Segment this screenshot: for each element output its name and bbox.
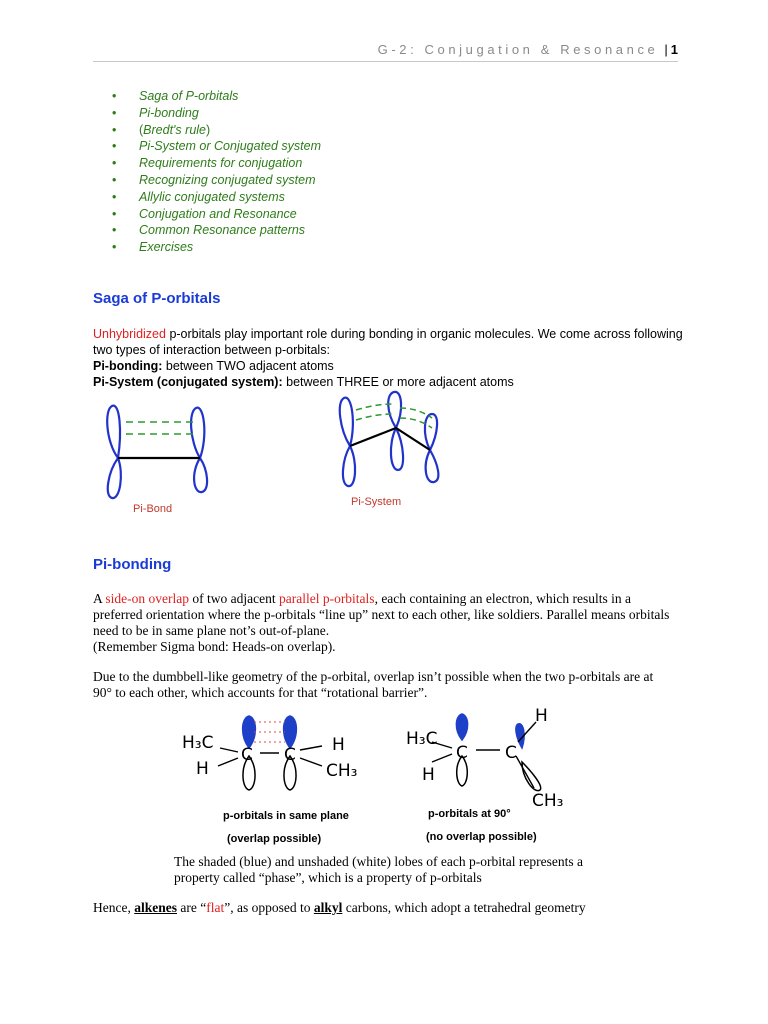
atom-label: C <box>241 745 253 765</box>
list-item: • Saga of P-orbitals <box>112 89 239 103</box>
atom-label: H <box>332 735 345 755</box>
topic-list <box>112 88 321 256</box>
atom-label: H <box>196 759 209 779</box>
header-rule <box>93 61 678 62</box>
alkenes-paragraph: Hence, alkenes are “flat”, as opposed to alkyl carbons, which adopt a tetrahedral geometry <box>93 900 586 915</box>
bullet-icon: • <box>112 189 117 204</box>
bullet-icon: • <box>112 122 117 137</box>
list-item: • Pi-bonding <box>112 105 199 120</box>
atom-label: H₃C <box>406 729 438 749</box>
atom-label: C <box>456 743 468 763</box>
list-item: • Requirements for conjugation <box>112 156 303 171</box>
intro-paragraph: Unhybridized p-orbitals play important role during bonding in organic molecules. We come across following two types of interaction between p-orbitals: <box>93 327 683 357</box>
list-item: • Allylic conjugated systems <box>112 189 285 204</box>
bullet-icon: • <box>112 206 117 221</box>
same-plane-orbitals-diagram <box>178 708 368 816</box>
atom-label: C <box>284 745 296 765</box>
same-plane-caption: p-orbitals in same plane <box>223 810 349 822</box>
perpendicular-orbitals-diagram <box>404 704 584 816</box>
list-item: • Exercises <box>112 240 194 255</box>
header-separator: | <box>664 42 668 57</box>
no-overlap-caption: (no overlap possible) <box>426 831 537 843</box>
list-item: • (Bredt's rule) <box>112 122 211 137</box>
overlap-possible-caption: (overlap possible) <box>227 833 322 845</box>
pi-bonding-paragraph: A side-on overlap of two adjacent parallel p-orbitals, each containing an electron, which results in a preferred orientation where the p-orbitals “line up” next to each other, like soldiers. Parallel means orbitals need to be in same plane not’s out-of-plane. <box>93 591 670 638</box>
page-header <box>93 42 678 57</box>
bullet-icon: • <box>112 172 117 187</box>
sigma-bond-note: (Remember Sigma bond: Heads-on overlap). <box>93 639 336 654</box>
list-item: • Common Resonance patterns <box>112 223 306 238</box>
atom-label: H <box>535 706 548 726</box>
atom-label: H₃C <box>182 733 214 753</box>
pi-system-definition: Pi-System (conjugated system): between THREE or more adjacent atoms <box>93 375 514 389</box>
pi-system-diagram <box>332 388 442 494</box>
bullet-icon: • <box>112 156 117 171</box>
page-number: 1 <box>670 42 678 57</box>
atom-label: C <box>505 743 517 763</box>
section-heading-p-orbitals: Saga of P-orbitals <box>93 290 221 307</box>
phase-note: The shaded (blue) and unshaded (white) lobes of each p-orbital represents a property called “phase”, which is a property of p-orbitals <box>174 854 583 885</box>
pi-bond-diagram <box>98 402 218 502</box>
pi-bond-caption: Pi-Bond <box>133 503 173 515</box>
ninety-degree-caption: p-orbitals at 90° <box>428 808 511 820</box>
bullet-icon: • <box>112 139 117 154</box>
pi-system-caption: Pi-System <box>351 496 402 508</box>
bullet-icon: • <box>112 223 117 238</box>
atom-label: CH₃ <box>532 791 564 811</box>
atom-label: CH₃ <box>326 761 358 781</box>
bullet-icon: • <box>112 105 117 120</box>
pi-bonding-definition: Pi-bonding: between TWO adjacent atoms <box>93 359 334 373</box>
header-title: G-2: Conjugation & Resonance <box>377 42 659 57</box>
list-item: • Pi-System or Conjugated system <box>112 139 322 154</box>
list-item: • Conjugation and Resonance <box>112 206 297 221</box>
list-item: • Recognizing conjugated system <box>112 172 316 187</box>
rotational-barrier-paragraph: Due to the dumbbell-like geometry of the p-orbital, overlap isn’t possible when the two p-orbitals are at 90° to each other, which accounts for that “rotational barrier”. <box>93 669 654 700</box>
section-heading-pi-bonding: Pi-bonding <box>93 556 172 573</box>
bullet-icon: • <box>112 89 117 103</box>
bullet-icon: • <box>112 240 117 255</box>
atom-label: H <box>422 765 435 785</box>
